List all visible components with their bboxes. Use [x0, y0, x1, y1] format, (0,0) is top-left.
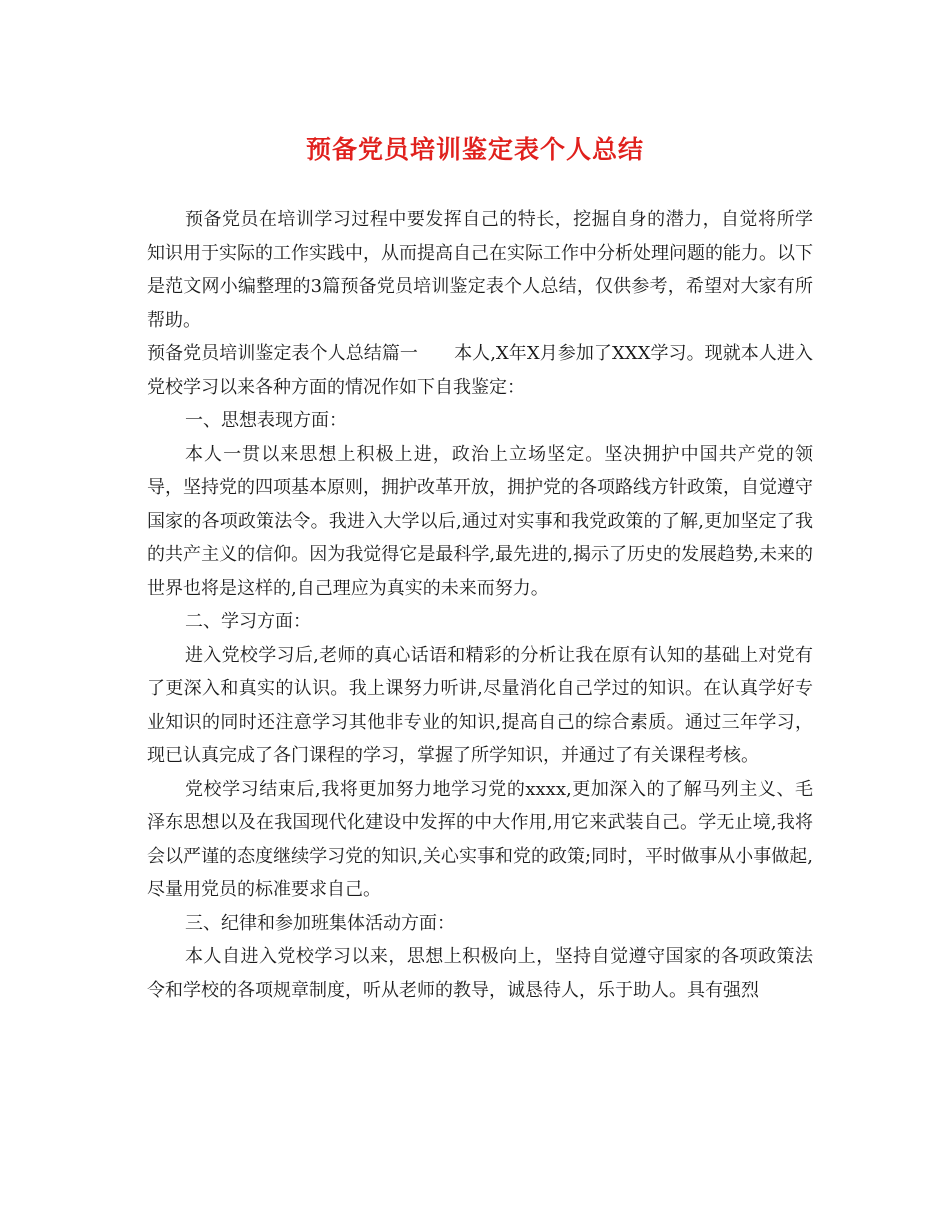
document-title: 预备党员培训鉴定表个人总结: [305, 135, 644, 164]
paragraph-intro: 预备党员在培训学习过程中要发挥自己的特长，挖掘自身的潜力，自觉将所学知识用于实际的工作实践中，从而提高自己在实际工作中分析处理问题的能力。以下是范文网小编整理的3篇预备党员培训鉴定表个人总结，仅供参考，希望对大家有所帮助。: [147, 209, 813, 331]
paragraph-discipline: 本人自进入党校学习以来，思想上积极向上，坚持自觉遵守国家的各项政策法令和学校的各项规章制度，听从老师的教导，诚恳待人，乐于助人。具有强烈: [147, 946, 813, 1001]
paragraph-section-heading: 预备党员培训鉴定表个人总结篇一 本人,X年X月参加了XXX学习。现就本人进入党校学习以来各种方面的情况作如下自我鉴定：: [147, 343, 813, 398]
heading-study: 二、学习方面：: [185, 611, 311, 632]
paragraph-study-2: 党校学习结束后,我将更加努力地学习党的xxxx,更加深入的了解马列主义、毛泽东思想以及在我国现代化建设中发挥的中大作用,用它来武装自己。学无止境,我将会以严谨的态度继续学习党的知识,关心实事和党的政策;同时，平时做事从小事做起,尽量用党员的标准要求自己。: [147, 778, 813, 900]
paragraph-thought: 本人一贯以来思想上积极上进，政治上立场坚定。坚决拥护中国共产党的领导，坚持党的四项基本原则，拥护改革开放，拥护党的各项路线方针政策，自觉遵守国家的各项政策法令。我进入大学以后,通过对实事和我党政策的了解,更加坚定了我的共产主义的信仰。因为我觉得它是最科学,最先进的,揭示了历史的发展趋势,未来的世界也将是这样的,自己理应为真实的未来而努力。: [147, 443, 813, 599]
heading-discipline: 三、纪律和参加班集体活动方面：: [185, 912, 455, 934]
paragraph-study-1: 进入党校学习后,老师的真心话语和精彩的分析让我在原有认知的基础上对党有了更深入和真实的认识。我上课努力听讲,尽量消化自己学过的知识。在认真学好专业知识的同时还注意学习其他非专业的知识,提高自己的综合素质。通过三年学习，现已认真完成了各门课程的学习，掌握了所学知识，并通过了有关课程考核。: [147, 644, 813, 766]
document-body: [147, 203, 813, 1007]
heading-thought: 一、思想表现方面：: [185, 410, 347, 431]
